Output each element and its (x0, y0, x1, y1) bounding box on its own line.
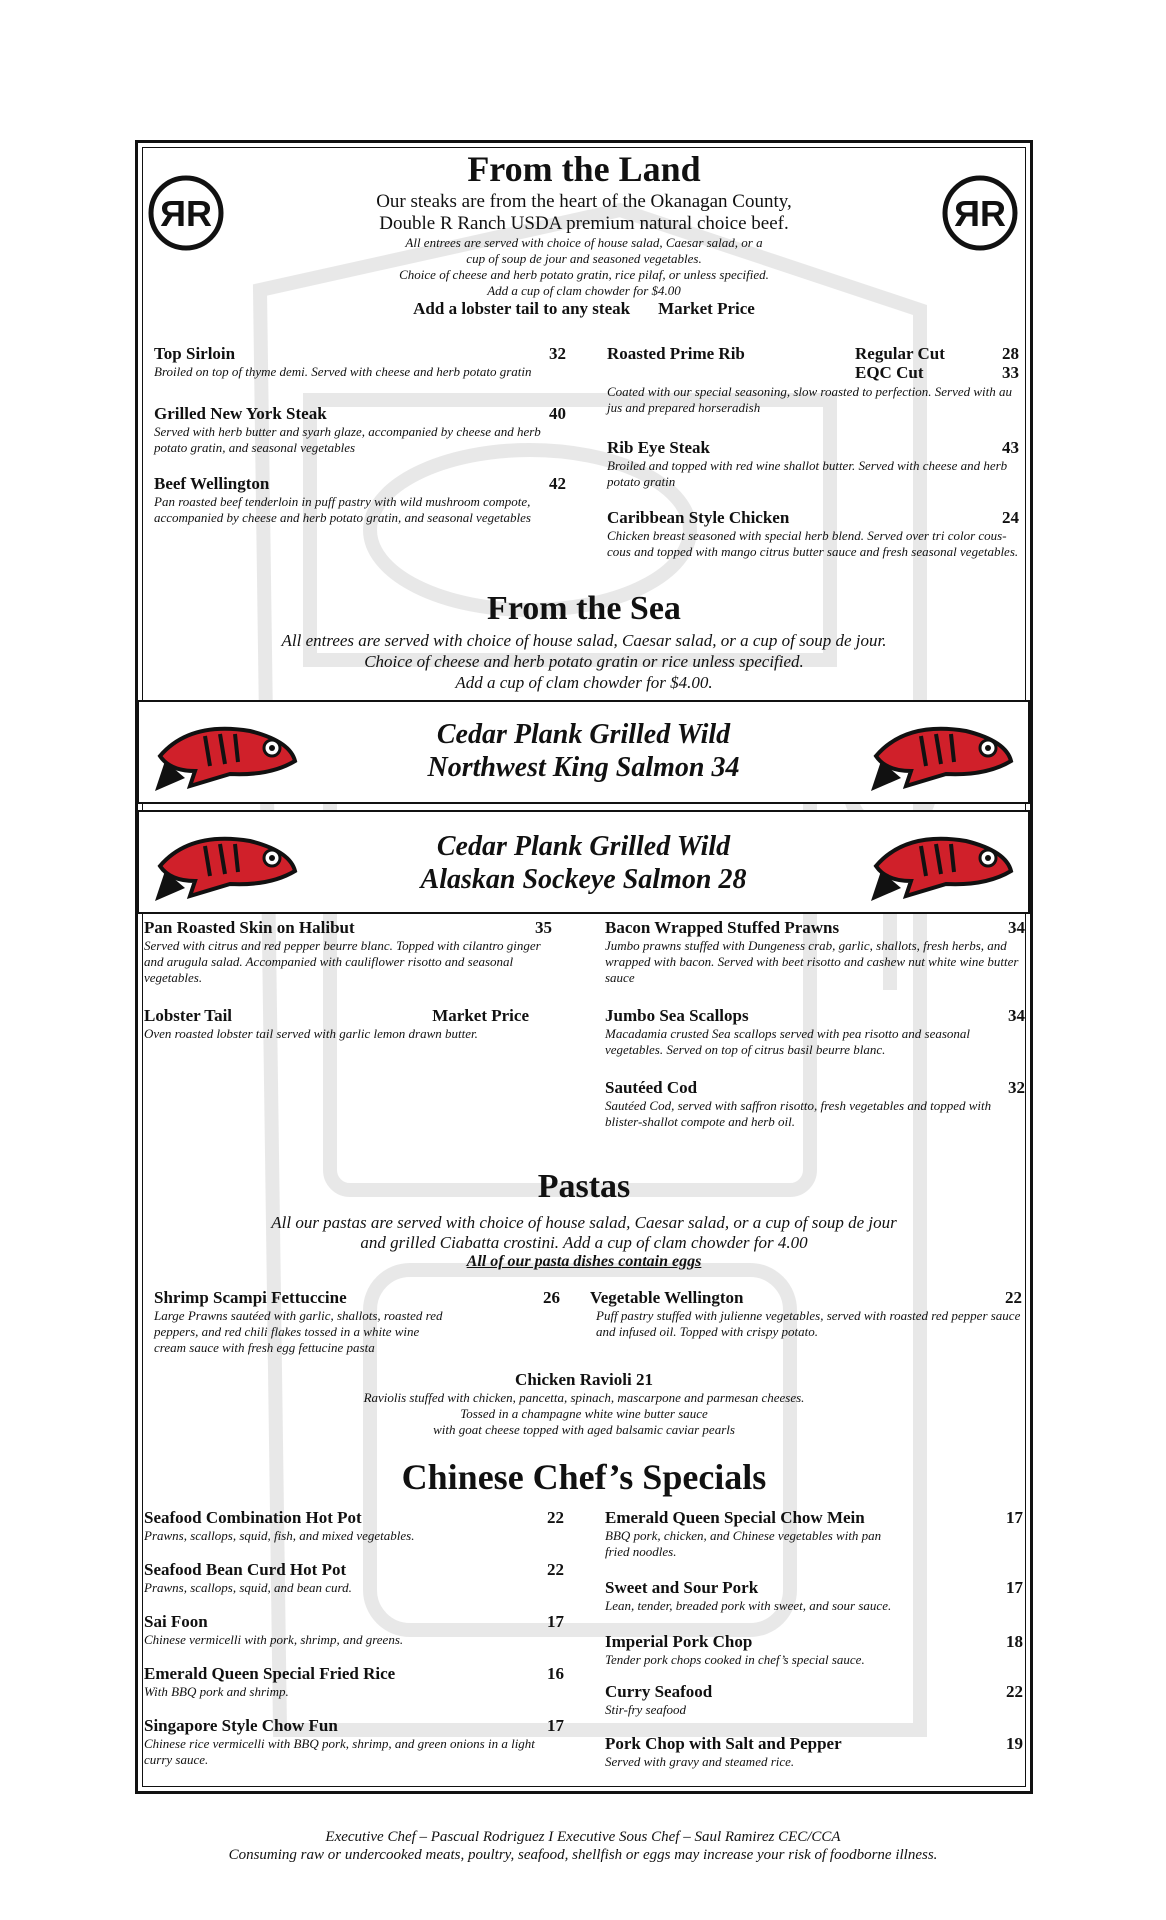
item-description: Puff pastry stuffed with julienne vegetables, served with roasted red pepper sauce and infused oil. Topped with crispy potato. (596, 1308, 1021, 1339)
item-price: 17 (547, 1716, 564, 1735)
land-left-column (154, 344, 566, 526)
sea-section-title: From the Sea (487, 590, 681, 627)
lobster-add-price: Market Price (658, 299, 755, 318)
chinese-left-column (144, 1508, 564, 1768)
pasta-center-item (142, 1370, 1026, 1438)
menu-item-header (605, 1632, 1023, 1652)
land-intro (142, 191, 1026, 235)
item-price: 17 (1006, 1578, 1023, 1597)
item-price: 26 (543, 1288, 560, 1307)
item-price: 42 (549, 474, 566, 493)
salmon-title-line: Cedar Plank Grilled Wild (436, 719, 731, 750)
pastas-intro-line: and grilled Ciabatta crostini. Add a cup of clam chowder for 4.00 (360, 1233, 808, 1252)
item-description: Prawns, scallops, squid, fish, and mixed vegetables. (144, 1528, 415, 1543)
item-description: Chicken breast seasoned with special herb blend. Served over tri color cous-cous and topped with mango citrus butter sauce and fresh seasonal vegetables. (607, 528, 1019, 559)
salmon-title-line: Cedar Plank Grilled Wild (436, 831, 731, 862)
land-section-title: From the Land (467, 149, 701, 189)
item-description: Prawns, scallops, squid, and bean curd. (144, 1580, 352, 1595)
menu-footer (0, 1828, 1166, 1864)
pasta-left-item (154, 1288, 560, 1356)
item-price: 22 (547, 1508, 564, 1527)
item-price: 28 (1002, 344, 1019, 363)
item-name: Seafood Combination Hot Pot (144, 1508, 362, 1527)
item-price: 34 (1008, 1006, 1025, 1025)
land-note: Add a cup of clam chowder for $4.00 (487, 283, 681, 298)
item-name: Shrimp Scampi Fettuccine (154, 1288, 347, 1307)
health-warning: Consuming raw or undercooked meats, poultry, seafood, shellfish or eggs may increase your risk of foodborne illness. (228, 1847, 938, 1863)
item-name: Chicken Ravioli 21 (515, 1370, 653, 1389)
item-name: Top Sirloin (154, 344, 236, 363)
menu-item-header (605, 1006, 1025, 1026)
item-name: Imperial Pork Chop (605, 1632, 753, 1651)
menu-item-header (144, 918, 552, 938)
sea-intro-line: Choice of cheese and herb potato gratin or rice unless specified. (364, 652, 804, 671)
sea-intro-line: Add a cup of clam chowder for $4.00. (455, 673, 713, 692)
menu-item-header (144, 1612, 564, 1632)
item-description: Coated with our special seasoning, slow roasted to perfection. Served with au jus and prepared horseradish (607, 384, 1013, 415)
item-description: with goat cheese topped with aged balsamic caviar pearls (433, 1422, 735, 1437)
menu-item-header (605, 1682, 1023, 1702)
item-description: Served with gravy and steamed rice. (605, 1754, 795, 1769)
pastas-intro (142, 1213, 1026, 1253)
menu-item-header (607, 438, 1019, 458)
land-intro-line: Our steaks are from the heart of the Okanagan County, (376, 191, 792, 212)
menu-item-header (144, 1006, 529, 1026)
land-note: cup of soup de jour and seasoned vegetables. (466, 251, 702, 266)
menu-item-header (154, 1288, 560, 1308)
item-name: Grilled New York Steak (154, 404, 327, 423)
item-price: 34 (1008, 918, 1025, 937)
item-description: Chinese rice vermicelli with BBQ pork, shrimp, and green onions in a light curry sauce. (144, 1736, 535, 1767)
item-price: 17 (1006, 1508, 1023, 1527)
land-notes (142, 235, 1026, 299)
svg-text:ЯR: ЯR (160, 193, 212, 234)
item-price: 40 (549, 404, 566, 423)
item-price: 18 (1006, 1632, 1023, 1651)
chinese-section-title: Chinese Chef’s Specials (401, 1457, 767, 1497)
sea-right-column (605, 918, 1025, 1130)
pastas-egg-notice: All of our pasta dishes contain eggs (466, 1253, 702, 1270)
item-description: Broiled on top of thyme demi. Served with cheese and herb potato gratin (154, 364, 532, 379)
item-price: 22 (1005, 1288, 1022, 1307)
item-description: Pan roasted beef tenderloin in puff pastry with wild mushroom compote, accompanied by cheese and herb potato gratin, and seasonal vegetables (154, 494, 531, 525)
prime-rib-header (607, 344, 1019, 384)
pasta-right-item (590, 1288, 1022, 1340)
item-description: Sautéed Cod, served with saffron risotto, fresh vegetables and topped with blister-shallot compote and herb oil. (605, 1098, 992, 1129)
salmon-title-line: Alaskan Sockeye Salmon 28 (420, 864, 747, 895)
salmon-icon (150, 826, 300, 906)
item-name: Jumbo Sea Scallops (605, 1006, 749, 1025)
menu-item-header (144, 1508, 564, 1528)
item-name: Pork Chop with Salt and Pepper (605, 1734, 842, 1753)
sea-intro (142, 630, 1026, 693)
menu-item-header (605, 1508, 1023, 1528)
item-price: 32 (1008, 1078, 1025, 1097)
item-description: BBQ pork, chicken, and Chinese vegetables with pan fried noodles. (605, 1528, 882, 1559)
item-description: Large Prawns sautéed with garlic, shallots, roasted red peppers, and red chili flakes tossed in a white wine cream sauce with fresh egg fettucine pasta (154, 1308, 443, 1355)
land-intro-line: Double R Ranch USDA premium natural choice beef. (379, 213, 789, 234)
item-price: 22 (1006, 1682, 1023, 1701)
item-description: Raviolis stuffed with chicken, pancetta, spinach, mascarpone and parmesan cheeses. (363, 1390, 805, 1405)
item-name: Pan Roasted Skin on Halibut (144, 918, 355, 937)
item-name: Lobster Tail (144, 1006, 233, 1025)
item-description: Served with herb butter and syarh glaze, accompanied by cheese and herb potato gratin, and seasonal vegetables (154, 424, 541, 455)
item-price: 22 (547, 1560, 564, 1579)
item-description: Chinese vermicelli with pork, shrimp, and greens. (144, 1632, 404, 1647)
menu-item-header (144, 1560, 564, 1580)
item-name: Caribbean Style Chicken (607, 508, 790, 527)
menu-item-header (154, 404, 566, 424)
menu-item-header (144, 1664, 564, 1684)
item-name: Beef Wellington (154, 474, 270, 493)
item-name: Vegetable Wellington (590, 1288, 744, 1307)
item-name: Sautéed Cod (605, 1078, 698, 1097)
item-price: 16 (547, 1664, 564, 1683)
item-description: Broiled and topped with red wine shallot butter. Served with cheese and herb potato gratin (607, 458, 1008, 489)
chinese-right-column (605, 1508, 1023, 1770)
land-note: All entrees are served with choice of house salad, Caesar salad, or a (405, 235, 763, 250)
pastas-section-title: Pastas (537, 1168, 631, 1205)
land-right-column (607, 344, 1019, 560)
item-description: With BBQ pork and shrimp. (144, 1684, 289, 1699)
menu-item-header (605, 1734, 1023, 1754)
item-name: Curry Seafood (605, 1682, 713, 1701)
item-price: 17 (547, 1612, 564, 1631)
item-name: Singapore Style Chow Fun (144, 1716, 338, 1735)
cut-name: Regular Cut (855, 344, 945, 363)
item-price: 32 (549, 344, 566, 363)
item-price: 35 (535, 918, 552, 937)
item-description: Lean, tender, breaded pork with sweet, and sour sauce. (605, 1598, 892, 1613)
item-description: Tender pork chops cooked in chef’s special sauce. (605, 1652, 865, 1667)
chef-credits: Executive Chef – Pascual Rodriguez I Executive Sous Chef – Saul Ramirez CEC/CCA (325, 1829, 841, 1845)
item-name: Rib Eye Steak (607, 438, 710, 457)
item-name: Emerald Queen Special Chow Mein (605, 1508, 865, 1527)
salmon-title-line: Northwest King Salmon 34 (427, 752, 740, 783)
menu-item-header (605, 1578, 1023, 1598)
menu-item-header (154, 474, 566, 494)
salmon-icon (866, 826, 1016, 906)
item-price: 43 (1002, 438, 1019, 457)
item-name: Emerald Queen Special Fried Rice (144, 1664, 396, 1683)
menu-item-header (605, 918, 1025, 938)
svg-text:ЯR: ЯR (954, 193, 1006, 234)
item-name: Roasted Prime Rib (607, 344, 745, 363)
item-description: Oven roasted lobster tail served with garlic lemon drawn butter. (144, 1026, 478, 1041)
item-price: Market Price (432, 1006, 529, 1025)
menu-item-header (590, 1288, 1022, 1308)
pastas-intro-line: All our pastas are served with choice of house salad, Caesar salad, or a cup of soup de jour (271, 1213, 897, 1232)
lobster-add-on (142, 299, 1026, 319)
item-name: Bacon Wrapped Stuffed Prawns (605, 918, 840, 937)
salmon-icon (150, 716, 300, 796)
item-name: Sai Foon (144, 1612, 208, 1631)
item-description: Macadamia crusted Sea scallops served with pea risotto and seasonal vegetables. Served on top of citrus basil beurre blanc. (605, 1026, 971, 1057)
menu-item-header (605, 1078, 1025, 1098)
lobster-add-label: Add a lobster tail to any steak (413, 299, 631, 318)
item-name: Sweet and Sour Pork (605, 1578, 759, 1597)
item-price: 24 (1002, 508, 1019, 527)
menu-item-header (154, 344, 566, 364)
item-name: Seafood Bean Curd Hot Pot (144, 1560, 347, 1579)
item-price: 33 (1002, 363, 1019, 382)
item-description: Tossed in a champagne white wine butter sauce (460, 1406, 708, 1421)
item-description: Jumbo prawns stuffed with Dungeness crab, garlic, shallots, fresh herbs, and wrapped with bacon. Served with beet risotto and cashew nut white wine butter sauce (605, 938, 1019, 985)
sea-intro-line: All entrees are served with choice of house salad, Caesar salad, or a cup of soup de jour. (281, 631, 887, 650)
menu-item-header (607, 508, 1019, 528)
item-description: Served with citrus and red pepper beurre blanc. Topped with cilantro ginger and arugula salad. Accompanied with cauliflower risotto and seasonal vegetables. (144, 938, 541, 985)
item-description: Stir-fry seafood (605, 1702, 686, 1717)
cut-name: EQC Cut (855, 363, 924, 382)
salmon-icon (866, 716, 1016, 796)
land-note: Choice of cheese and herb potato gratin, rice pilaf, or unless specified. (399, 267, 769, 282)
item-price: 19 (1006, 1734, 1023, 1753)
sea-left-column (144, 918, 552, 1042)
menu-item-header (144, 1716, 564, 1736)
